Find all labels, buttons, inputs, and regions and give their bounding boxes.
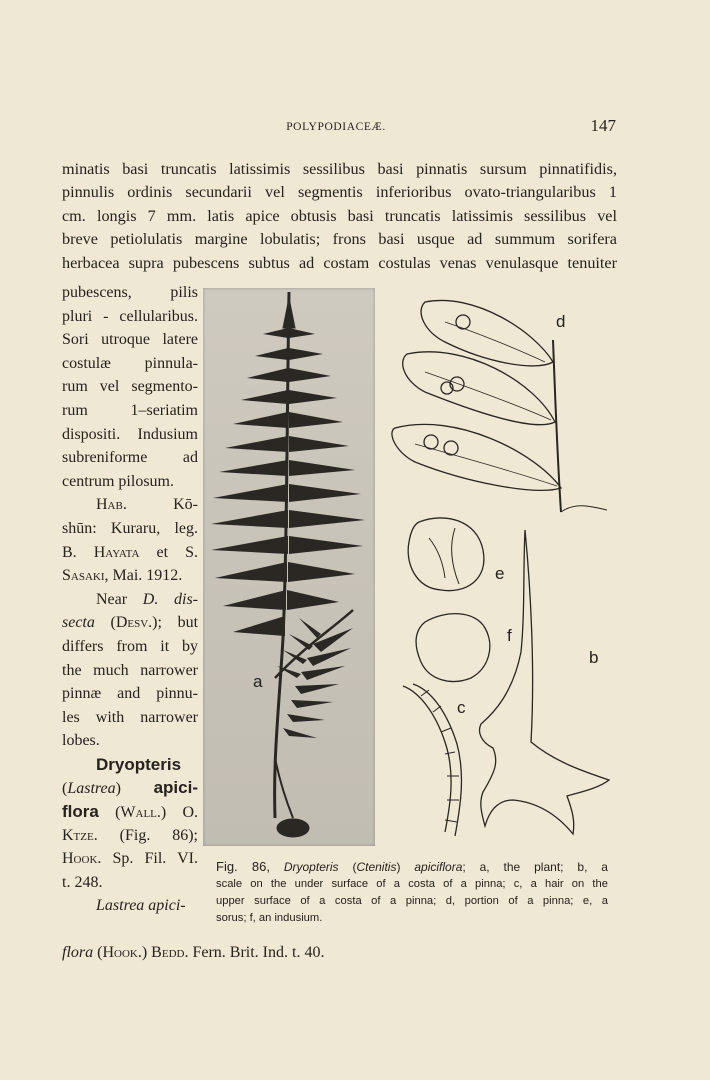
- synonym-line: Lastrea apici-: [96, 897, 186, 915]
- note-line: the much narrower: [62, 661, 198, 679]
- text-line: minatis basi truncatis latissimis sessilibus basi pinnatis sursum pinnatifidis,: [62, 160, 617, 178]
- figure-label-f: f: [507, 626, 512, 645]
- side-column-text: [62, 281, 198, 918]
- text-line: Sori utroque latere: [62, 331, 198, 349]
- text-line: pinnulis ordinis secundarii vel segmentis inferioribus ovato-triangularibus 1: [62, 183, 617, 202]
- caption-line: sorus; f, an indusium.: [216, 912, 323, 924]
- note-line: pinnæ and pinnu-: [62, 685, 198, 703]
- text-line: breve petiolulatis margine lobulatis; frons basi usque ad summum sorifera: [62, 230, 617, 249]
- citation-line: Hook. Sp. Fil. VI.: [62, 850, 198, 868]
- citation-line: t. 248.: [62, 873, 103, 891]
- synonym-citation-line: flora (Hook.) Bedd. Fern. Brit. Ind. t. 40.: [62, 944, 325, 961]
- plant-photograph: [203, 288, 375, 846]
- text-line: rum vel segmento-: [62, 378, 198, 396]
- species-heading-line: flora (Wall.) O.: [62, 802, 198, 822]
- text-line: costulæ pinnula-: [62, 354, 198, 372]
- text-line: rum 1–seriatim: [62, 401, 198, 419]
- figure-label-d: d: [556, 312, 566, 331]
- habitat-line: B. Hayata et S.: [62, 543, 198, 561]
- full-width-text: [62, 158, 617, 275]
- note-line: differs from it by: [62, 637, 198, 655]
- figure-label-b: b: [589, 648, 599, 667]
- figure-label-e: e: [495, 564, 505, 583]
- text-line: dispositi. Indusium: [62, 425, 198, 443]
- note-line: lobes.: [62, 732, 100, 750]
- note-line: secta (Desv.); but: [62, 614, 199, 632]
- figure-label-c: c: [457, 698, 466, 717]
- habitat-line: Sasaki, Mai. 1912.: [62, 567, 183, 585]
- page-number: 147: [590, 116, 616, 135]
- text-line: pluri - cellularibus.: [62, 307, 198, 325]
- line-drawings: [385, 292, 625, 848]
- note-line: les with narrower: [62, 708, 198, 726]
- habitat-line: Hab. Kō-: [96, 496, 198, 514]
- text-line: centrum pilosum.: [62, 472, 174, 490]
- citation-line: Ktze. (Fig. 86);: [62, 826, 198, 844]
- text-line: herbacea supra pubescens subtus ad costam costulas venas venulasque tenuiter: [62, 253, 617, 272]
- species-heading-line: (Lastrea) apici-: [62, 778, 198, 798]
- note-line: Near D. dis-: [96, 590, 198, 608]
- caption-line: scale on the under surface of a costa of a pinna; c, a hair on the: [216, 878, 608, 890]
- text-line: cm. longis 7 mm. latis apice obtusis basi truncatis latissimis sessilibus vel: [62, 206, 617, 225]
- caption-line: Fig. 86, Dryopteris (Ctenitis) apiciflora; a, the plant; b, a: [216, 859, 608, 874]
- caption-line: upper surface of a costa of a pinna; d, portion of a pinna; e, a: [216, 895, 608, 907]
- habitat-line: shūn: Kuraru, leg.: [62, 519, 198, 537]
- species-heading-line: Dryopteris: [96, 754, 182, 774]
- running-header: POLYPODIACEÆ.: [286, 121, 386, 133]
- figure-label-a: a: [253, 672, 263, 691]
- text-line: pubescens, pilis: [62, 284, 198, 301]
- text-line: subreniforme ad: [62, 449, 198, 467]
- figure-caption: [216, 858, 608, 927]
- anatomy-drawing: [385, 292, 625, 848]
- fern-frond-image: [203, 288, 375, 846]
